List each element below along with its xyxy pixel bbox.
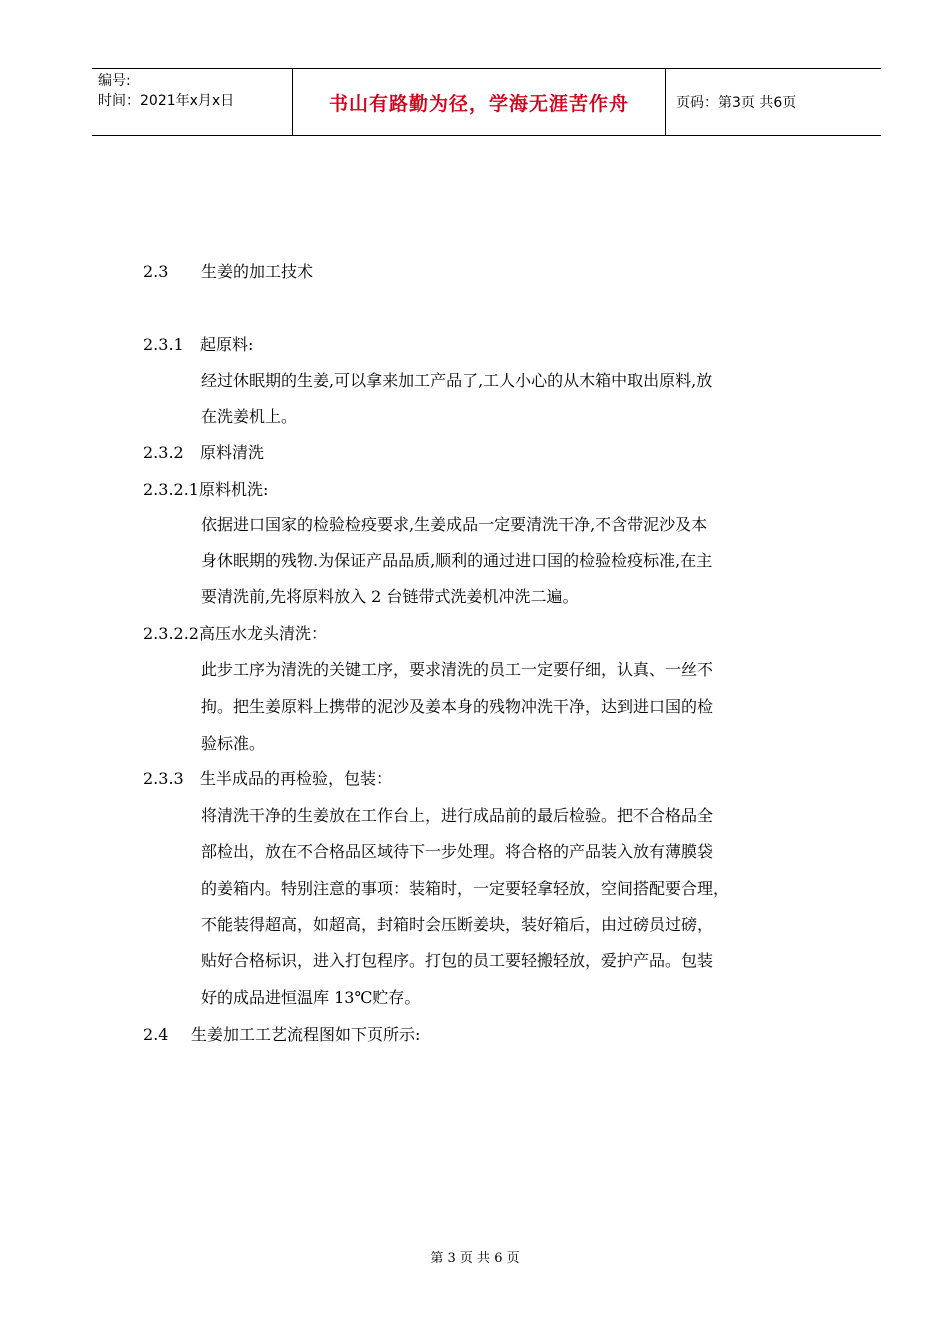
paragraph-line: 依据进口国家的检验检疫要求,生姜成品一定要清洗干净,不含带泥沙及本 bbox=[201, 515, 708, 534]
paragraph-line: 在洗姜机上。 bbox=[201, 407, 298, 426]
heading-number: 2.3.2.2 bbox=[143, 624, 199, 643]
paragraph-line: 经过休眠期的生姜,可以拿来加工产品了,工人小心的从木箱中取出原料,放 bbox=[201, 371, 713, 390]
paragraph-line: 要清洗前,先将原料放入 2 台链带式洗姜机冲洗二遍。 bbox=[201, 587, 579, 606]
paragraph-line: 不能装得超高，如超高，封箱时会压断姜块，装好箱后，由过磅员过磅， bbox=[201, 915, 714, 934]
paragraph-line: 好的成品进恒温库 13℃贮存。 bbox=[201, 988, 421, 1007]
heading-2-4 bbox=[143, 1025, 420, 1045]
paragraph-line: 部检出，放在不合格品区域待下一步处理。将合格的产品装入放有薄膜袋 bbox=[201, 842, 714, 861]
heading-title: 生半成品的再检验，包装： bbox=[200, 769, 393, 788]
heading-title: 起原料: bbox=[200, 335, 254, 354]
heading-title: 原料清洗 bbox=[200, 443, 265, 462]
page-footer: 第 3 页 共 6 页 bbox=[430, 1251, 520, 1266]
paragraph-line: 身休眠期的残物.为保证产品品质,顺利的通过进口国的检验检疫标准,在主 bbox=[201, 551, 713, 570]
paragraph-line: 验标准。 bbox=[201, 734, 266, 753]
heading-number: 2.3 bbox=[143, 262, 169, 281]
heading-number: 2.3.3 bbox=[143, 769, 184, 788]
heading-2-3 bbox=[143, 262, 313, 282]
heading-number: 2.3.2.1 bbox=[143, 480, 199, 499]
heading-number: 2.3.2 bbox=[143, 443, 184, 462]
heading-number: 2.4 bbox=[143, 1025, 169, 1044]
header-page-label: 页码：第3页 共6页 bbox=[676, 95, 797, 111]
paragraph-line: 的姜箱内。特别注意的事项：装箱时，一定要轻拿轻放，空间搭配要合理， bbox=[201, 879, 730, 898]
heading-2-3-2 bbox=[143, 443, 264, 463]
header-motto: 书山有路勤为径，学海无涯苦作舟 bbox=[293, 69, 666, 135]
paragraph-line: 贴好合格标识，进入打包程序。打包的员工要轻搬轻放，爱护产品。包装 bbox=[201, 951, 714, 970]
heading-title: 生姜加工工艺流程图如下页所示: bbox=[191, 1025, 421, 1044]
heading-title: 原料机洗: bbox=[198, 480, 269, 499]
time-label: 时间：2021年x月x日 bbox=[98, 93, 235, 109]
heading-number: 2.3.1 bbox=[143, 335, 184, 354]
page-header bbox=[92, 68, 881, 136]
paragraph-line: 将清洗干净的生姜放在工作台上，进行成品前的最后检验。把不合格品全 bbox=[201, 806, 714, 825]
heading-2-3-2-1 bbox=[143, 480, 268, 500]
paragraph-line: 此步工序为清洗的关键工序，要求清洗的员工一定要仔细，认真、一丝不 bbox=[201, 660, 714, 679]
heading-2-3-3 bbox=[143, 769, 392, 789]
heading-title: 生姜的加工技术 bbox=[201, 262, 314, 281]
heading-2-3-1 bbox=[143, 335, 253, 355]
heading-2-3-2-2 bbox=[143, 624, 327, 644]
heading-title: 高压水龙头清洗： bbox=[198, 624, 327, 643]
header-info bbox=[92, 69, 293, 135]
paragraph-line: 拘。把生姜原料上携带的泥沙及姜本身的残物冲洗干净，达到进口国的检 bbox=[201, 697, 714, 716]
code-label: 编号: bbox=[98, 73, 131, 89]
